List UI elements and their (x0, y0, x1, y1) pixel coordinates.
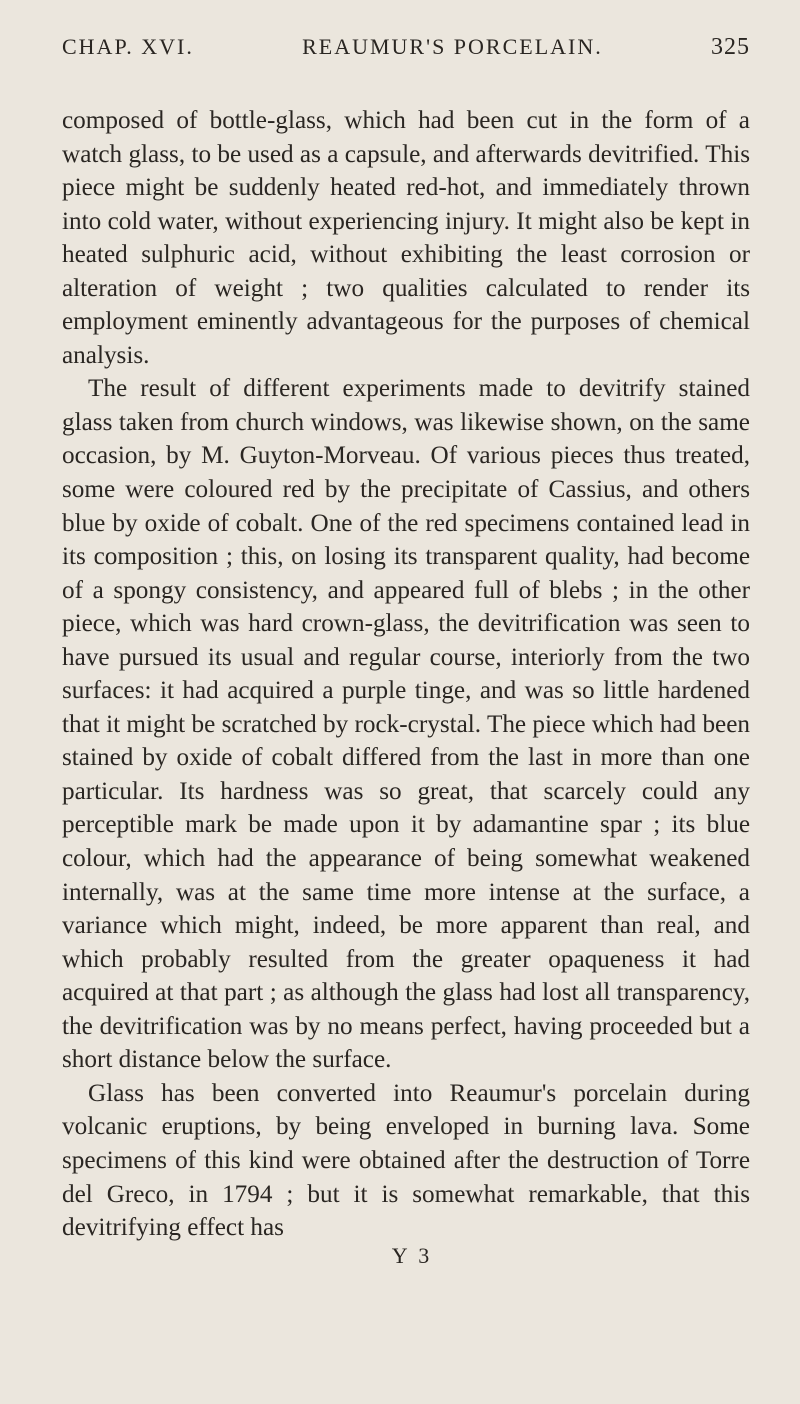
page-number: 325 (711, 34, 750, 60)
book-page (62, 34, 750, 1269)
paragraph-1: composed of bottle-glass, which had been cut in the form of a watch glass, to be used as a capsule, and afterwards devitrified. This piece might be suddenly heated red-hot, and immediately thrown into cold water, without experiencing injury. It might also be kept in heated sulphuric acid, without exhibiting the least corrosion or alteration of weight ; two qualities calculated to render its employment eminently advantageous for the purposes of chemical analysis. (62, 107, 750, 369)
chapter-label: CHAP. XVI. (62, 34, 194, 59)
running-title: REAUMUR'S PORCELAIN. (302, 34, 603, 59)
paragraph-2: The result of different experiments made to devitrify stained glass taken from church windows, was likewise shown, on the same occasion, by M. Guyton-Morveau. Of various pieces thus treated, some were coloured red by the precipitate of Cassius, and others blue by oxide of cobalt. One of the red specimens contained lead in its composition ; this, on losing its transparent quality, had become of a spongy consistency, and appeared full of blebs ; in the other piece, which was hard crown-glass, the devitrification was seen to have pursued its usual and regular course, interiorly from the two surfaces: it had acquired a purple tinge, and was so little hardened that it might be scratched by rock-crystal. The piece which had been stained by oxide of cobalt differed from the last in more than one particular. Its hardness was so great, that scarcely could any perceptible mark be made upon it by adamantine spar ; its blue colour, which had the appearance of being somewhat weakened internally, was at the same time more intense at the surface, a variance which might, indeed, be more apparent than real, and which probably resulted from the greater opaqueness it had acquired at that part ; as although the glass had lost all transparency, the devitrification was by no means perfect, having proceeded but a short distance below the surface. (62, 375, 750, 1074)
signature-mark: Y 3 (391, 1242, 433, 1268)
running-head (62, 34, 750, 74)
body-text (62, 104, 750, 1245)
paragraph-3: Glass has been converted into Reaumur's porcelain during volcanic eruptions, by being enveloped in burning lava. Some specimens of this kind were obtained after the destruction of Torre del Greco, in 1794 ; but it is somewhat remarkable, that this devitrifying effect has (62, 1079, 750, 1242)
